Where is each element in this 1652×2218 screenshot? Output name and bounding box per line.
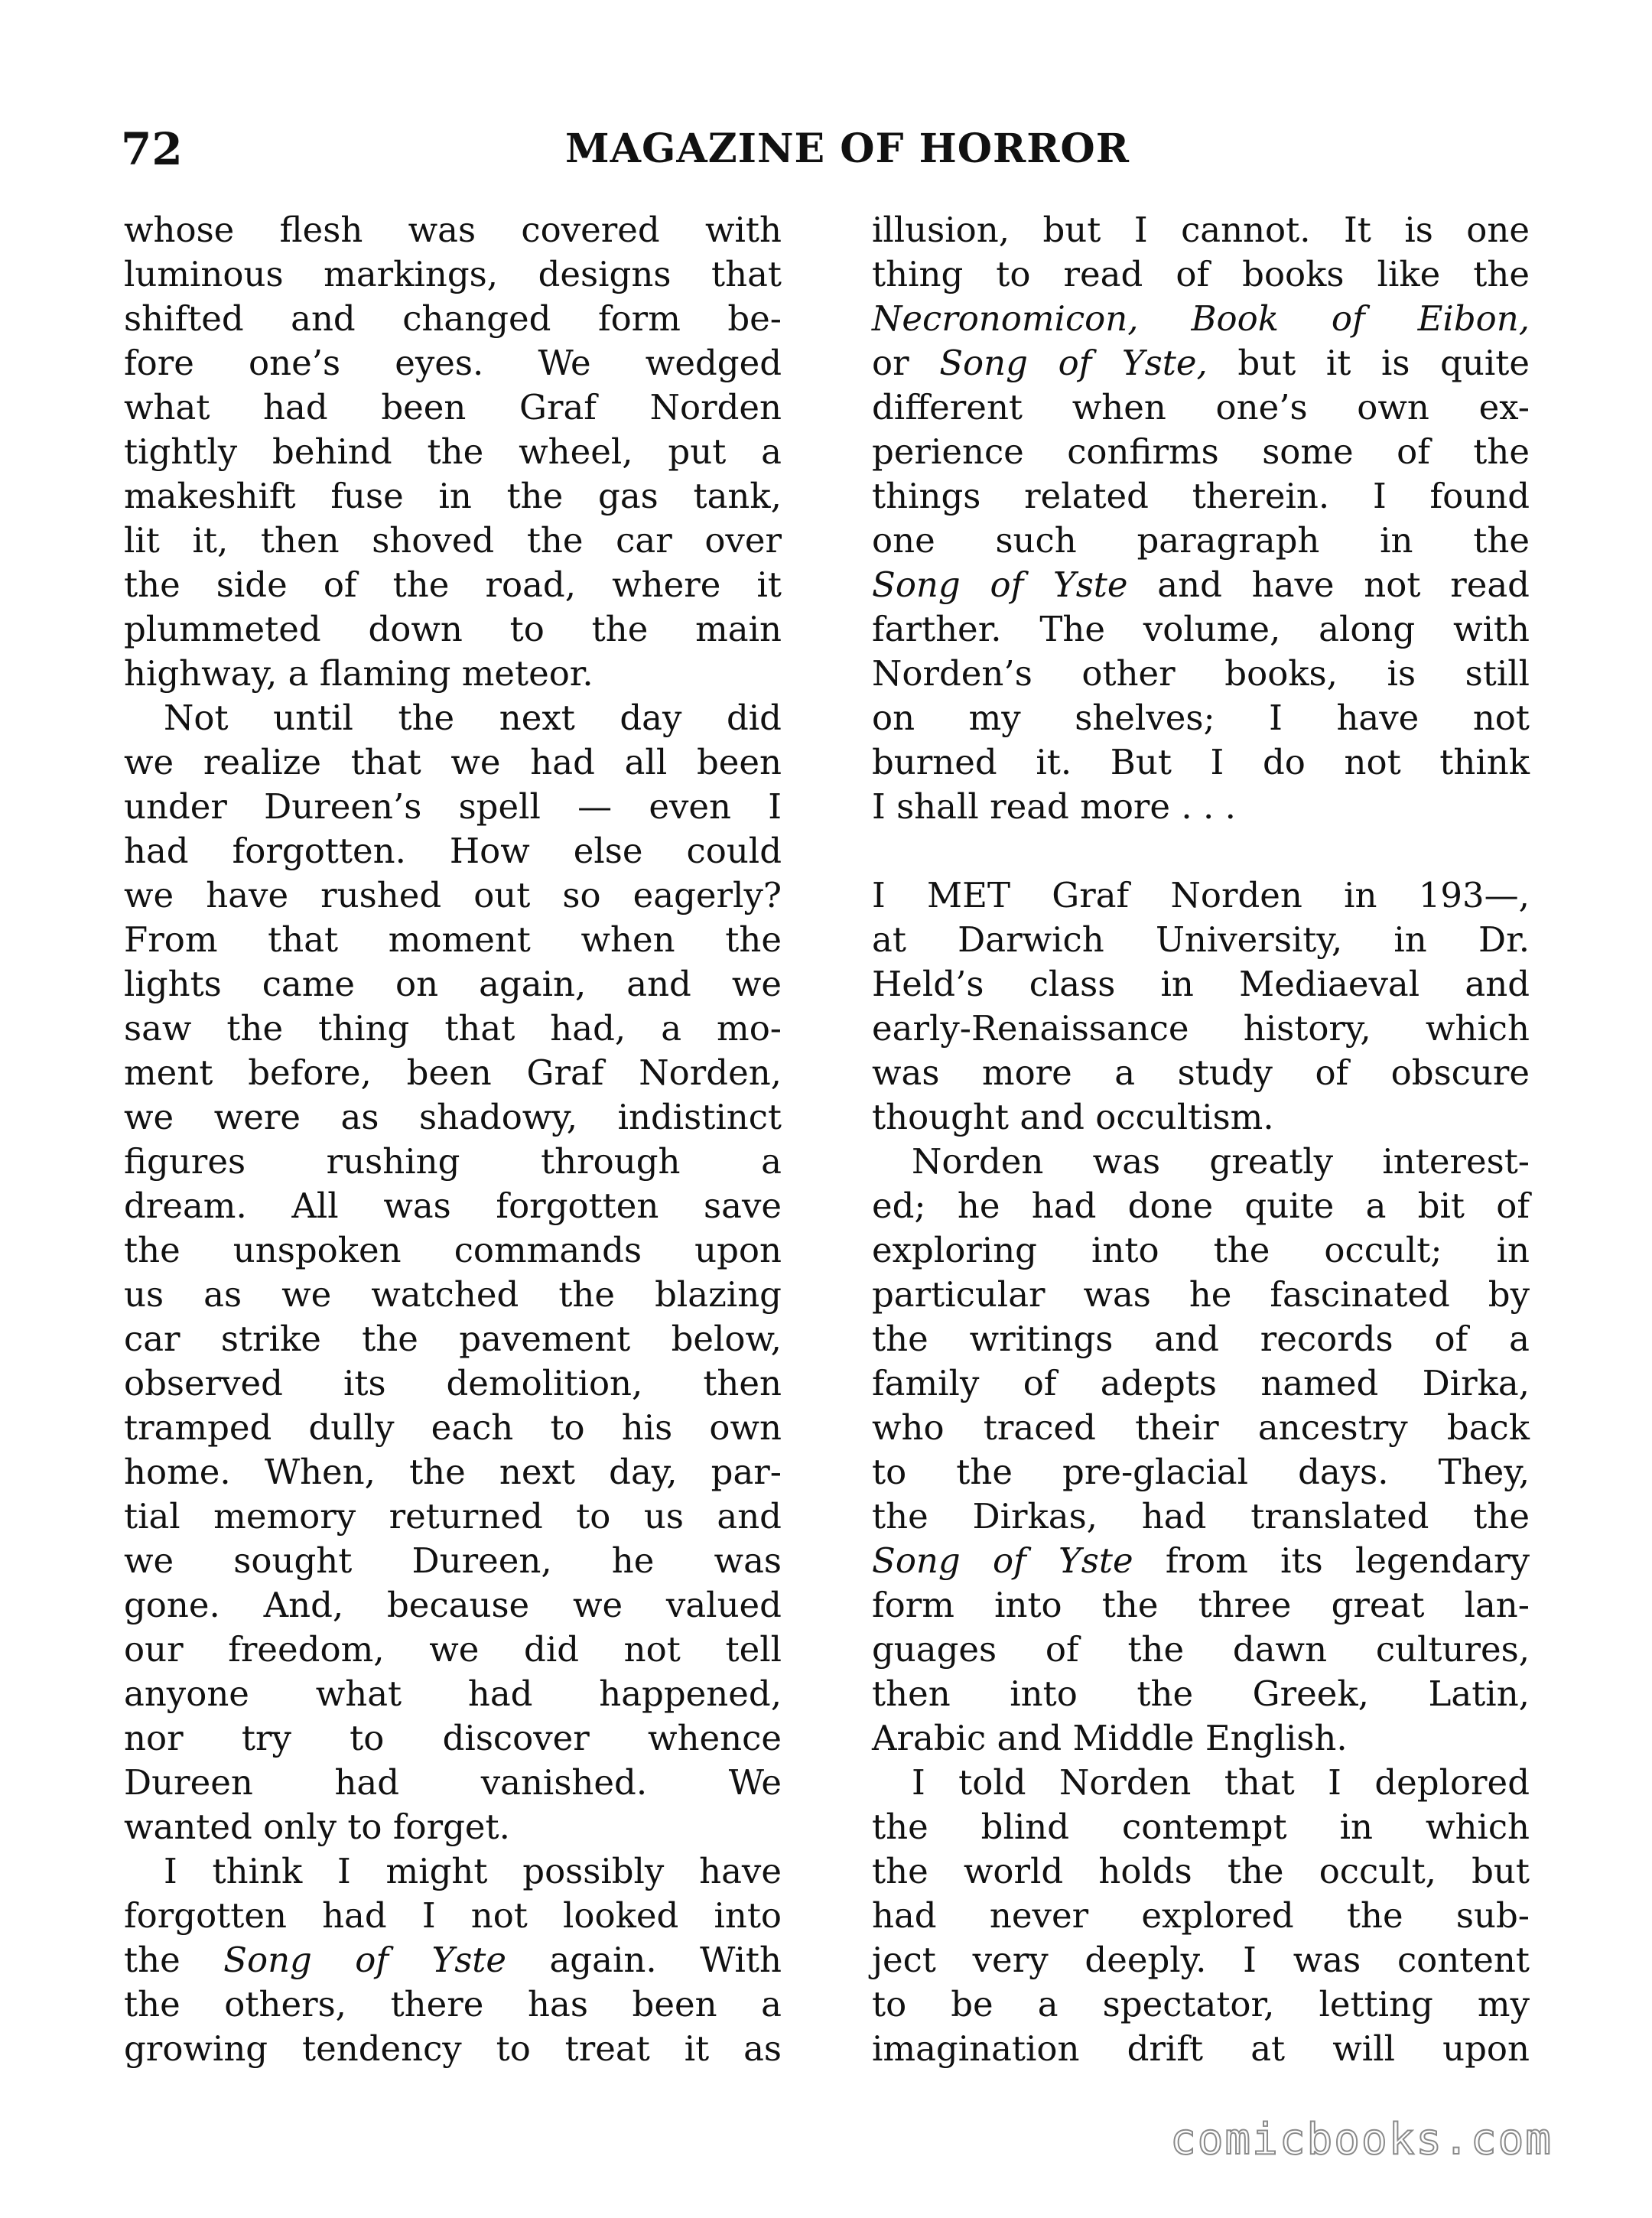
text-line: we realize that we had all been (124, 742, 782, 782)
italic-title: Song of Yste (872, 564, 1128, 605)
page-header (121, 122, 1543, 191)
text-line: to the pre-glacial days. They, (872, 1452, 1530, 1492)
text-line: we were as shadowy, indistinct (124, 1097, 782, 1137)
text-line: growing tendency to treat it as (124, 2028, 782, 2069)
text-line: guages of the dawn cultures, (872, 1629, 1530, 1670)
text-line: at Darwich University, in Dr. (872, 919, 1530, 960)
text-line: saw the thing that had, a mo- (124, 1008, 782, 1049)
text-line: then into the Greek, Latin, (872, 1673, 1530, 1714)
text-line: the Dirkas, had translated the (872, 1496, 1530, 1537)
text-line: thing to read of books like the (872, 254, 1530, 294)
text-line: the unspoken commands upon (124, 1230, 782, 1270)
text-line: From that moment when the (124, 919, 782, 960)
text-line: Not until the next day did (164, 698, 782, 738)
text-line: Held’s class in Mediaeval and (872, 964, 1530, 1004)
text-line: things related therein. I found (872, 476, 1530, 516)
text-line: highway, a flaming meteor. (124, 653, 593, 694)
watermark: comicbooks.com (1169, 2115, 1553, 2164)
text-line: ed; he had done quite a bit of (872, 1185, 1530, 1226)
text-line (872, 297, 1530, 341)
italic-title: Song of Yste (872, 1540, 1133, 1581)
text-line: farther. The volume, along with (872, 609, 1530, 649)
text-line: anyone what had happened, (124, 1673, 782, 1714)
text-line: nor try to discover whence (124, 1718, 782, 1758)
text-line: ject very deeply. I was content (872, 1940, 1530, 1980)
text-line: the Song of Yste again. With (124, 1940, 782, 1980)
text-line: plummeted down to the main (124, 609, 782, 649)
text-line: home. When, the next day, par- (124, 1452, 782, 1492)
text-line: we have rushed out so eagerly? (124, 875, 782, 915)
text-line: early-Renaissance history, which (872, 1008, 1530, 1049)
italic-title: Song of Yste (223, 1940, 507, 1980)
text-line: tightly behind the wheel, put a (124, 431, 782, 472)
text-line: had never explored the sub- (872, 1895, 1530, 1936)
text-line: our freedom, we did not tell (124, 1629, 782, 1670)
text-line: imagination drift at will upon (872, 2028, 1530, 2069)
text-line: fore one’s eyes. We wedged (124, 343, 782, 383)
text-line: Norden’s other books, is still (872, 653, 1530, 694)
text-line: exploring into the occult; in (872, 1230, 1530, 1270)
text-line: I told Norden that I deplored (912, 1762, 1530, 1803)
text-line: forgotten had I not looked into (124, 1895, 782, 1936)
text-line: makeshift fuse in the gas tank, (124, 476, 782, 516)
italic-title: Necronomicon, Book of Eibon, (872, 298, 1530, 339)
text-line: Dureen had vanished. We (124, 1762, 782, 1803)
text-line: lit it, then shoved the car over (124, 520, 782, 561)
text-line: perience confirms some of the (872, 431, 1530, 472)
text-line: form into the three great lan- (872, 1585, 1530, 1625)
left-text-column (124, 208, 782, 2071)
text-line: dream. All was forgotten save (124, 1185, 782, 1226)
text-line: luminous markings, designs that (124, 254, 782, 294)
text-line: the others, there has been a (124, 1984, 782, 2024)
text-line: illusion, but I cannot. It is one (872, 210, 1530, 250)
text-line: on my shelves; I have not (872, 698, 1530, 738)
right-text-column (872, 208, 1530, 2071)
text-line: the world holds the occult, but (872, 1851, 1530, 1891)
text-line: wanted only to forget. (124, 1807, 510, 1847)
text-line: what had been Graf Norden (124, 387, 782, 428)
text-line: under Dureen’s spell — even I (124, 786, 782, 827)
text-line (872, 829, 1530, 873)
text-line: lights came on again, and we (124, 964, 782, 1004)
text-line: shifted and changed form be- (124, 298, 782, 339)
text-line: the blind contempt in which (872, 1807, 1530, 1847)
text-line: car strike the pavement below, (124, 1319, 782, 1359)
italic-title: Song of Yste, (939, 343, 1208, 383)
text-line: observed its demolition, then (124, 1363, 782, 1403)
text-line: Norden was greatly interest- (912, 1141, 1530, 1182)
text-line: family of adepts named Dirka, (872, 1363, 1530, 1403)
text-line: ment before, been Graf Norden, (124, 1052, 782, 1093)
text-line: to be a spectator, letting my (872, 1984, 1530, 2024)
text-line: thought and occultism. (872, 1097, 1274, 1137)
text-line: tial memory returned to us and (124, 1496, 782, 1537)
text-line: who traced their ancestry back (872, 1407, 1530, 1448)
text-line: or Song of Yste, but it is quite (872, 343, 1530, 383)
page-number: 72 (121, 123, 183, 175)
text-line: one such paragraph in the (872, 520, 1530, 561)
text-line: different when one’s own ex- (872, 387, 1530, 428)
text-line: we sought Dureen, he was (124, 1540, 782, 1581)
text-line: tramped dully each to his own (124, 1407, 782, 1448)
text-line: burned it. But I do not think (872, 742, 1530, 782)
text-line: Song of Yste and have not read (872, 564, 1530, 605)
text-line: I shall read more . . . (872, 786, 1236, 827)
text-line: whose flesh was covered with (124, 210, 782, 250)
text-line: Song of Yste from its legendary (872, 1540, 1530, 1581)
text-line: the writings and records of a (872, 1319, 1530, 1359)
text-line: Arabic and Middle English. (872, 1718, 1348, 1758)
text-line: was more a study of obscure (872, 1052, 1530, 1093)
text-line: had forgotten. How else could (124, 831, 782, 871)
text-line: I MET Graf Norden in 193—, (872, 875, 1530, 915)
text-line: figures rushing through a (124, 1141, 782, 1182)
text-line: us as we watched the blazing (124, 1274, 782, 1315)
text-line: gone. And, because we valued (124, 1585, 782, 1625)
text-line: the side of the road, where it (124, 564, 782, 605)
text-line: I think I might possibly have (164, 1851, 782, 1891)
text-line: particular was he fascinated by (872, 1274, 1530, 1315)
running-title: MAGAZINE OF HORROR (565, 125, 1130, 172)
